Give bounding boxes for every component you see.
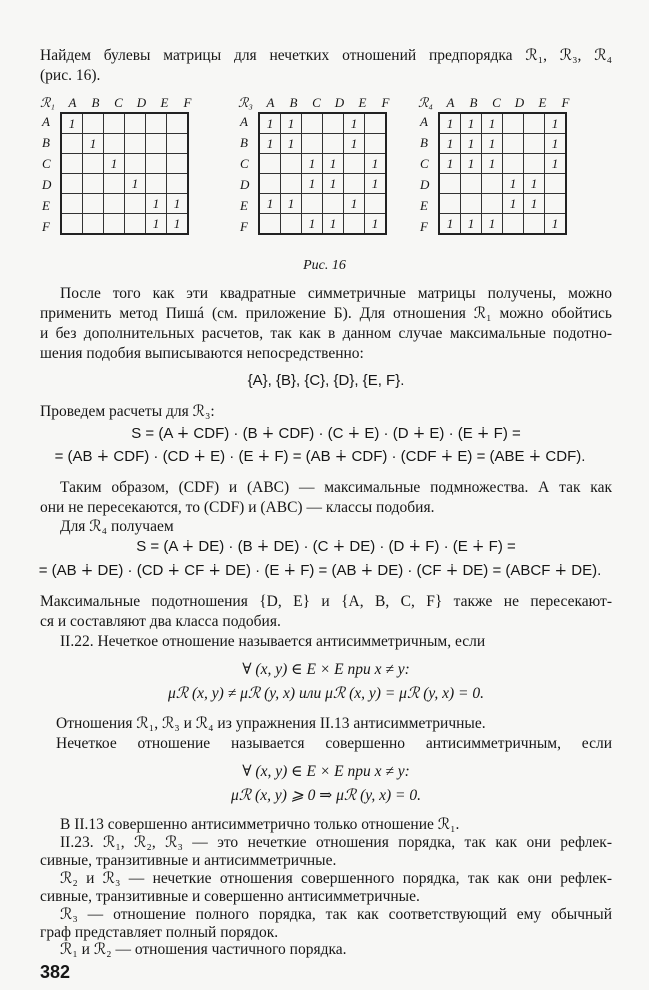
matrix-cell: 1 [482, 214, 503, 235]
p3-line-1: Таким образом, (CDF) и (ABC) — максимальные подмножества. А так как [60, 479, 612, 496]
matrix-cell: 1 [344, 194, 365, 214]
matrix-cell: 1 [302, 214, 323, 235]
matrix-cell [83, 154, 104, 174]
column-header: F [183, 95, 192, 110]
p8-line-7: ℛ₁ и ℛ₂ — отношения частичного порядка. [60, 941, 347, 958]
row-header: D [42, 177, 52, 192]
matrix-cell [104, 113, 125, 134]
row-header: A [42, 114, 50, 129]
matrix-cell: 1 [146, 194, 167, 214]
row-header: F [240, 219, 248, 234]
matrix-cell [259, 174, 281, 194]
matrix-cell: 1 [503, 194, 524, 214]
matrix-cell: 1 [461, 134, 482, 154]
matrix-cell: 1 [545, 154, 567, 174]
column-header: E [160, 95, 169, 110]
matrix-cell: 1 [439, 113, 461, 134]
matrix-name: ℛ₁ [40, 95, 55, 110]
matrix-cell: 1 [146, 214, 167, 235]
matrix-cell [344, 154, 365, 174]
page-number: 382 [40, 962, 71, 982]
matrix-cell: 1 [125, 174, 146, 194]
matrix-cell: 1 [302, 154, 323, 174]
column-header: B [469, 95, 478, 110]
column-header: C [492, 95, 501, 110]
matrix-cell: 1 [482, 113, 503, 134]
matrix-cell: 1 [167, 214, 189, 235]
row-header: C [240, 156, 249, 171]
matrix-cell [524, 154, 545, 174]
p8-line-3: ℛ₂ и ℛ₃ — нечеткие отношения совершенного порядка, так как они рефлек- [60, 870, 612, 887]
row-header: B [240, 135, 248, 150]
column-header: B [289, 95, 298, 110]
p3-line-3: Для ℛ₄ получаем [60, 518, 174, 535]
matrix-cell [545, 174, 567, 194]
matrix-cell [125, 154, 146, 174]
matrix-cell [104, 134, 125, 154]
column-header: C [312, 95, 321, 110]
matrix-cell [344, 174, 365, 194]
matrix-cell: 1 [365, 174, 387, 194]
matrix-cell [503, 214, 524, 235]
p7: В II.13 совершенно антисимметрично только отношение ℛ₁. [60, 816, 460, 833]
matrix-cell: 1 [461, 113, 482, 134]
matrix-cell [281, 154, 302, 174]
matrix-grid [438, 112, 567, 235]
matrix-cell: 1 [323, 154, 344, 174]
equation-2a: S = (A ∔ CDF) · (B ∔ CDF) · (C ∔ E) · (D ∔ E) · (E ∔ F) = [131, 425, 521, 442]
matrix-cell: 1 [503, 174, 524, 194]
matrix-cell: 1 [482, 154, 503, 174]
row-header: D [420, 177, 430, 192]
matrix-cell [503, 134, 524, 154]
matrix-cell [302, 194, 323, 214]
matrix-cell: 1 [83, 134, 104, 154]
matrix-cell: 1 [461, 154, 482, 174]
matrix-cell [482, 174, 503, 194]
column-header: F [561, 95, 570, 110]
matrix-cell [146, 113, 167, 134]
matrix-grid [60, 112, 189, 235]
row-header: F [420, 219, 428, 234]
equation-2b: = (AB ∔ CDF) · (CD ∔ E) · (E ∔ F) = (AB ∔ CDF) · (CDF ∔ E) = (ABE ∔ CDF). [54, 448, 586, 465]
matrix-cell: 1 [545, 134, 567, 154]
matrix-cell [302, 134, 323, 154]
column-header: E [358, 95, 367, 110]
matrix-cell [439, 194, 461, 214]
matrix-cell: 1 [281, 194, 302, 214]
matrix-cell: 1 [524, 194, 545, 214]
matrix-cell [83, 174, 104, 194]
matrix-cell [125, 194, 146, 214]
matrix-cell [461, 174, 482, 194]
row-header: D [240, 177, 250, 192]
row-header: A [420, 114, 428, 129]
matrix-cell: 1 [259, 134, 281, 154]
p1-line-3: и без дополнительных расчетов, так как в данном случае максимальные подотно- [40, 325, 612, 342]
matrix-cell: 1 [439, 214, 461, 235]
matrix-name: ℛ₃ [238, 95, 253, 110]
row-header: E [420, 198, 428, 213]
matrix-cell [344, 214, 365, 235]
matrix-cell: 1 [104, 154, 125, 174]
equation-3a: S = (A ∔ DE) · (B ∔ DE) · (C ∔ DE) · (D ∔ F) · (E ∔ F) = [136, 538, 516, 555]
matrix-cell [524, 134, 545, 154]
column-header: D [514, 95, 525, 110]
p3-line-2: они не пересекаются, то (CDF) и (ABC) — классы подобия. [40, 499, 435, 516]
p6-line-1: Отношения ℛ₁, ℛ₃ и ℛ₄ из упражнения II.13 антисимметричные. [56, 715, 486, 732]
p4-line-1: Максимальные подотношения {D, E} и {A, B, C, F} также не пересекают- [40, 593, 612, 610]
matrix-cell [167, 154, 189, 174]
matrix-cell [83, 194, 104, 214]
matrix-cell [125, 214, 146, 235]
matrix-cell [61, 174, 83, 194]
matrix-cell [281, 174, 302, 194]
matrix-cell [83, 214, 104, 235]
matrix-cell [281, 214, 302, 235]
matrix-cell [125, 113, 146, 134]
matrix-cell [61, 214, 83, 235]
matrix-cell [365, 134, 387, 154]
matrix-r3 [238, 95, 430, 245]
column-header: E [538, 95, 547, 110]
matrix-cell: 1 [259, 113, 281, 134]
column-header: A [446, 95, 455, 110]
matrix-cell: 1 [439, 134, 461, 154]
matrix-cell [83, 113, 104, 134]
intro-line-2: (рис. 16). [40, 67, 101, 84]
equation-5b: μℛ (x, y) ⩾ 0 ⇒ μℛ (y, x) = 0. [231, 787, 421, 804]
row-header: C [420, 156, 429, 171]
matrix-cell: 1 [439, 154, 461, 174]
equation-1: {A}, {B}, {C}, {D}, {E, F}. [247, 372, 405, 389]
matrix-cell [439, 174, 461, 194]
matrix-cell: 1 [482, 134, 503, 154]
matrix-name: ℛ₄ [418, 95, 433, 110]
matrix-cell: 1 [344, 113, 365, 134]
figure-caption: Рис. 16 [303, 258, 346, 273]
p2: Проведем расчеты для ℛ₃: [40, 403, 215, 420]
equation-5a: ∀ (x, y) ∈ E × E при x ≠ y: [242, 763, 410, 780]
matrix-cell [104, 174, 125, 194]
matrix-cell [146, 154, 167, 174]
matrix-r4 [418, 95, 610, 245]
matrix-cell [61, 194, 83, 214]
column-header: C [114, 95, 123, 110]
p1-line-2: применить метод Пишá (см. приложение Б). Для отношения ℛ₁ можно обойтись [40, 305, 612, 322]
p8-line-5: ℛ₃ — отношение полного порядка, так как соответствующий ему обычный [60, 906, 612, 923]
matrix-cell [104, 214, 125, 235]
matrix-cell [365, 194, 387, 214]
matrix-cell: 1 [461, 214, 482, 235]
p8-line-1: II.23. ℛ₁, ℛ₂, ℛ₃ — это нечеткие отношения порядка, так как они рефлек- [60, 834, 612, 851]
p8-line-4: сивные, транзитивные и совершенно антисимметричные. [40, 888, 420, 905]
matrix-cell: 1 [281, 113, 302, 134]
matrix-cell [482, 194, 503, 214]
intro-line-1: Найдем булевы матрицы для нечетких отношений предпорядка ℛ₁, ℛ₃, ℛ₄ [40, 47, 612, 64]
equation-4a: ∀ (x, y) ∈ E × E при x ≠ y: [242, 661, 410, 678]
equation-3b: = (AB ∔ DE) · (CD ∔ CF ∔ DE) · (E ∔ F) = (AB ∔ DE) · (CF ∔ DE) = (ABCF ∔ DE). [38, 562, 602, 579]
p6-line-2: Нечеткое отношение называется совершенно антисимметричным, если [56, 735, 612, 752]
matrix-cell [61, 154, 83, 174]
column-header: D [136, 95, 147, 110]
matrix-cell: 1 [259, 194, 281, 214]
matrix-r1 [40, 95, 232, 245]
p1-line-1: После того как эти квадратные симметричные матрицы получены, можно [60, 285, 612, 302]
p8-line-6: граф представляет полный порядок. [40, 924, 279, 941]
row-header: C [42, 156, 51, 171]
matrix-cell [545, 194, 567, 214]
matrix-cell [323, 134, 344, 154]
matrix-cell: 1 [323, 214, 344, 235]
row-header: F [42, 219, 50, 234]
matrix-cell [167, 174, 189, 194]
matrix-cell: 1 [61, 113, 83, 134]
matrix-cell: 1 [524, 174, 545, 194]
column-header: A [68, 95, 77, 110]
equation-4b: μℛ (x, y) ≠ μℛ (y, x) или μℛ (x, y) = μℛ (y, x) = 0. [167, 685, 485, 702]
matrix-cell: 1 [344, 134, 365, 154]
matrix-cell [503, 113, 524, 134]
matrix-cell [167, 134, 189, 154]
matrix-cell [365, 113, 387, 134]
matrix-cell: 1 [545, 214, 567, 235]
matrix-cell [146, 174, 167, 194]
matrix-cell [503, 154, 524, 174]
matrix-cell [524, 214, 545, 235]
matrix-cell [104, 194, 125, 214]
matrix-cell [323, 113, 344, 134]
matrix-cell [61, 134, 83, 154]
column-header: F [381, 95, 390, 110]
matrix-cell: 1 [281, 134, 302, 154]
column-header: D [334, 95, 345, 110]
p4-line-2: ся и составляют два класса подобия. [40, 613, 281, 630]
matrix-cell [259, 214, 281, 235]
row-header: E [240, 198, 248, 213]
matrix-cell: 1 [545, 113, 567, 134]
matrix-cell [302, 113, 323, 134]
p8-line-2: сивные, транзитивные и антисимметричные. [40, 852, 337, 869]
row-header: B [42, 135, 50, 150]
matrix-cell: 1 [167, 194, 189, 214]
column-header: A [266, 95, 275, 110]
matrix-cell: 1 [302, 174, 323, 194]
row-header: A [240, 114, 248, 129]
row-header: B [420, 135, 428, 150]
matrix-cell [167, 113, 189, 134]
row-header: E [42, 198, 50, 213]
matrix-cell [461, 194, 482, 214]
p1-line-4: шения подобия выписываются непосредственно: [40, 345, 364, 362]
matrix-cell: 1 [365, 214, 387, 235]
matrix-cell [524, 113, 545, 134]
p5: II.22. Нечеткое отношение называется антисимметричным, если [60, 633, 486, 650]
matrix-grid [258, 112, 387, 235]
column-header: B [91, 95, 100, 110]
matrix-cell: 1 [365, 154, 387, 174]
matrix-cell [125, 134, 146, 154]
matrix-cell: 1 [323, 174, 344, 194]
matrix-cell [146, 134, 167, 154]
matrix-cell [323, 194, 344, 214]
matrix-cell [259, 154, 281, 174]
